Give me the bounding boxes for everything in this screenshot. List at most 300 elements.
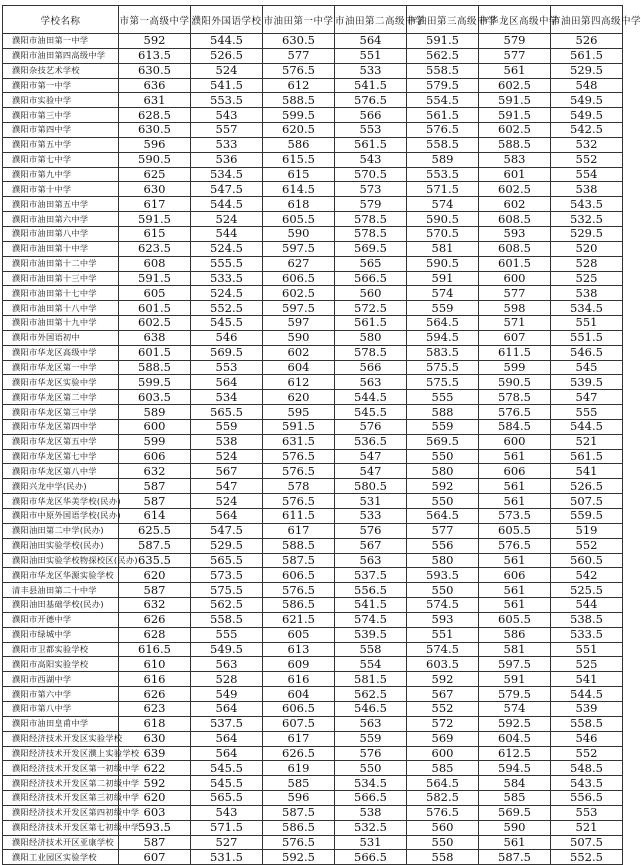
table-row (3, 761, 623, 776)
table-row (3, 212, 623, 227)
score-cell: 583.5 (407, 345, 479, 360)
score-cell: 576.5 (407, 805, 479, 820)
score-cell: 590.5 (479, 375, 551, 390)
score-cell: 574 (407, 197, 479, 212)
score-cell: 532.5 (335, 820, 407, 835)
score-cell: 591 (407, 271, 479, 286)
score-cell: 572 (407, 716, 479, 731)
score-cell: 545.5 (191, 776, 263, 791)
score-cell: 561.5 (551, 48, 623, 63)
score-cell: 565.5 (191, 405, 263, 420)
score-cell: 558 (407, 850, 479, 865)
score-cell: 591.5 (407, 34, 479, 49)
school-name-cell: 濮阳市油田第一中学 (3, 34, 119, 49)
school-name-cell: 濮阳市油田第六中学 (3, 212, 119, 227)
score-cell: 564.5 (407, 776, 479, 791)
column-header: 市华龙区高级中学 (479, 6, 551, 34)
score-cell: 560 (335, 286, 407, 301)
score-cell: 564 (191, 731, 263, 746)
score-cell: 580 (335, 330, 407, 345)
score-cell: 567 (191, 464, 263, 479)
score-cell: 630.5 (119, 63, 191, 78)
score-cell: 560.5 (551, 553, 623, 568)
score-cell: 550 (407, 494, 479, 509)
score-cell: 571 (479, 316, 551, 331)
score-cell: 538 (191, 434, 263, 449)
score-cell: 526.5 (191, 48, 263, 63)
score-cell: 590.5 (407, 256, 479, 271)
table-row (3, 672, 623, 687)
score-cell: 593 (407, 612, 479, 627)
score-cell: 585 (263, 776, 335, 791)
score-cell: 599.5 (119, 375, 191, 390)
school-name-cell: 濮阳油田实验学校物探校区(民办) (3, 553, 119, 568)
table-row (3, 345, 623, 360)
score-cell: 636 (119, 78, 191, 93)
score-cell: 589 (407, 152, 479, 167)
score-cell: 632 (119, 598, 191, 613)
score-cell: 618 (119, 716, 191, 731)
table-row (3, 419, 623, 434)
score-cell: 590 (479, 820, 551, 835)
score-cell: 520 (551, 241, 623, 256)
table-row (3, 63, 623, 78)
score-cell: 599.5 (263, 108, 335, 123)
score-cell: 547.5 (191, 523, 263, 538)
score-cell: 580 (407, 553, 479, 568)
table-body (3, 34, 623, 865)
score-cell: 599 (119, 434, 191, 449)
score-cell: 551.5 (551, 330, 623, 345)
score-cell: 543.5 (551, 776, 623, 791)
score-cell: 591.5 (479, 108, 551, 123)
score-cell: 591.5 (479, 93, 551, 108)
score-cell: 593 (479, 226, 551, 241)
score-cell: 616 (119, 672, 191, 687)
score-cell: 588 (407, 405, 479, 420)
score-cell: 544 (191, 226, 263, 241)
table-row (3, 835, 623, 850)
school-name-cell: 濮阳杂技艺术学校 (3, 63, 119, 78)
score-cell: 603 (119, 805, 191, 820)
score-cell: 564 (335, 34, 407, 49)
school-name-cell: 濮阳油田实验学校(民办) (3, 538, 119, 553)
school-name-cell: 濮阳市实验中学 (3, 93, 119, 108)
school-name-cell: 濮阳市西湖中学 (3, 672, 119, 687)
school-name-cell: 濮阳市华龙区华美学校(民办) (3, 494, 119, 509)
table-row (3, 360, 623, 375)
score-cell: 596 (119, 137, 191, 152)
score-cell: 608.5 (479, 241, 551, 256)
score-cell: 561.5 (551, 449, 623, 464)
score-cell: 628.5 (119, 108, 191, 123)
score-cell: 602.5 (479, 182, 551, 197)
score-cell: 561.5 (335, 137, 407, 152)
score-cell: 562.5 (407, 48, 479, 63)
score-cell: 561 (479, 835, 551, 850)
school-name-cell: 濮阳市第五中学 (3, 137, 119, 152)
score-cell: 554 (551, 167, 623, 182)
score-cell: 558.5 (407, 63, 479, 78)
table-row (3, 330, 623, 345)
score-cell: 600 (479, 271, 551, 286)
score-cell: 578.5 (335, 212, 407, 227)
score-cell: 590 (263, 226, 335, 241)
score-cell: 528 (551, 256, 623, 271)
score-cell: 553 (335, 123, 407, 138)
table-row (3, 434, 623, 449)
score-cell: 564 (191, 746, 263, 761)
score-cell: 533 (191, 137, 263, 152)
table-row (3, 820, 623, 835)
score-cell: 588.5 (263, 538, 335, 553)
score-cell: 539.5 (335, 627, 407, 642)
score-cell: 581 (479, 642, 551, 657)
header-row (3, 6, 623, 34)
score-cell: 525.5 (551, 583, 623, 598)
score-cell: 576 (335, 523, 407, 538)
score-cell: 606 (479, 464, 551, 479)
school-name-cell: 濮阳市油田第五中学 (3, 197, 119, 212)
table-row (3, 850, 623, 865)
score-cell: 526 (551, 34, 623, 49)
score-cell: 559 (191, 419, 263, 434)
score-cell: 588.5 (479, 137, 551, 152)
score-cell: 615 (263, 167, 335, 182)
score-cell: 573 (335, 182, 407, 197)
school-name-cell: 濮阳市中原外国语学校(民办) (3, 509, 119, 524)
score-cell: 583 (479, 152, 551, 167)
school-name-cell: 濮阳市油田第十二中学 (3, 256, 119, 271)
score-cell: 579.5 (479, 687, 551, 702)
score-cell: 524 (191, 494, 263, 509)
table-row (3, 256, 623, 271)
score-cell: 567 (335, 538, 407, 553)
score-cell: 569.5 (335, 241, 407, 256)
school-name-cell: 濮阳市第一中学 (3, 78, 119, 93)
table-row (3, 375, 623, 390)
score-cell: 614 (119, 509, 191, 524)
score-cell: 558.5 (551, 716, 623, 731)
score-cell: 588.5 (263, 93, 335, 108)
score-cell: 561 (479, 449, 551, 464)
score-cell: 602.5 (479, 123, 551, 138)
score-cell: 586 (263, 137, 335, 152)
score-cell: 602.5 (479, 78, 551, 93)
score-cell: 594.5 (479, 761, 551, 776)
score-cell: 622 (119, 761, 191, 776)
score-cell: 534.5 (551, 301, 623, 316)
score-cell: 507.5 (551, 835, 623, 850)
score-cell: 587.5 (479, 850, 551, 865)
score-cell: 573.5 (191, 568, 263, 583)
score-cell: 565.5 (191, 791, 263, 806)
score-cell: 628 (119, 627, 191, 642)
table-row (3, 479, 623, 494)
score-cell: 609 (263, 657, 335, 672)
score-cell: 576.5 (335, 93, 407, 108)
score-cell: 552 (551, 746, 623, 761)
score-cell: 565.5 (191, 553, 263, 568)
score-cell: 543 (191, 805, 263, 820)
score-cell: 602.5 (263, 286, 335, 301)
score-cell: 596 (263, 791, 335, 806)
table-row (3, 791, 623, 806)
score-cell: 621.5 (263, 612, 335, 627)
score-cell: 577 (479, 286, 551, 301)
score-cell: 569.5 (479, 805, 551, 820)
score-cell: 591.5 (119, 271, 191, 286)
score-cell: 569.5 (191, 345, 263, 360)
score-cell: 536 (191, 152, 263, 167)
score-cell: 630.5 (119, 123, 191, 138)
score-cell: 620 (263, 390, 335, 405)
score-cell: 580.5 (335, 479, 407, 494)
score-cell: 544.5 (551, 419, 623, 434)
school-name-cell: 濮阳市油田第十三中学 (3, 271, 119, 286)
score-cell: 524 (191, 212, 263, 227)
score-cell: 602 (263, 345, 335, 360)
score-cell: 605 (119, 286, 191, 301)
table-row (3, 494, 623, 509)
score-cell: 606 (119, 449, 191, 464)
score-cell: 586.5 (263, 598, 335, 613)
score-cell: 548 (551, 78, 623, 93)
score-cell: 599 (479, 360, 551, 375)
score-cell: 549.5 (191, 642, 263, 657)
score-cell: 541.5 (191, 78, 263, 93)
score-cell: 533.5 (551, 627, 623, 642)
score-cell: 575.5 (407, 360, 479, 375)
score-cell: 550 (407, 835, 479, 850)
score-cell: 616.5 (119, 642, 191, 657)
score-cell: 553.5 (191, 93, 263, 108)
score-cell: 562.5 (335, 687, 407, 702)
score-cell: 527 (191, 835, 263, 850)
score-cell: 538 (551, 182, 623, 197)
school-name-cell: 濮阳经济技术开区亚康学校 (3, 835, 119, 850)
score-cell: 561 (479, 583, 551, 598)
score-cell: 554.5 (407, 93, 479, 108)
score-cell: 552.5 (191, 301, 263, 316)
score-cell: 586 (479, 627, 551, 642)
score-cell: 567 (407, 687, 479, 702)
score-cell: 626 (119, 612, 191, 627)
score-cell: 524.5 (191, 241, 263, 256)
score-cell: 587 (119, 835, 191, 850)
school-name-cell: 濮阳经济技术开发区第四初级中学 (3, 805, 119, 820)
table-row (3, 152, 623, 167)
score-cell: 570.5 (407, 226, 479, 241)
score-cell: 587.5 (263, 805, 335, 820)
score-cell: 632 (119, 464, 191, 479)
score-cell: 569.5 (407, 434, 479, 449)
table-row (3, 509, 623, 524)
score-cell: 524 (191, 63, 263, 78)
score-cell: 574 (407, 286, 479, 301)
school-name-cell: 濮阳市华龙区第八中学 (3, 464, 119, 479)
score-cell: 597.5 (263, 301, 335, 316)
column-header: 濮阳外国语学校 (191, 6, 263, 34)
score-cell: 524.5 (191, 286, 263, 301)
school-name-cell: 濮阳经济技术开发区第二初级中学 (3, 776, 119, 791)
score-cell: 611.5 (263, 509, 335, 524)
table-row (3, 390, 623, 405)
score-cell: 551 (551, 316, 623, 331)
score-cell: 601.5 (479, 256, 551, 271)
score-cell: 578 (263, 479, 335, 494)
score-cell: 607 (119, 850, 191, 865)
score-cell: 584 (479, 776, 551, 791)
table-row (3, 78, 623, 93)
score-cell: 547 (335, 449, 407, 464)
table-row (3, 776, 623, 791)
school-name-cell: 濮阳油田基础学校(民办) (3, 598, 119, 613)
score-cell: 555 (407, 390, 479, 405)
score-cell: 575.5 (191, 583, 263, 598)
score-cell: 552 (551, 152, 623, 167)
score-cell: 564 (191, 701, 263, 716)
score-cell: 574 (479, 701, 551, 716)
school-name-cell: 濮阳经济技术开发区第三初级中学 (3, 791, 119, 806)
table-row (3, 271, 623, 286)
score-cell: 552 (551, 538, 623, 553)
score-cell: 534.5 (191, 167, 263, 182)
school-name-cell: 濮阳市第六中学 (3, 687, 119, 702)
score-cell: 617 (263, 731, 335, 746)
score-cell: 630 (119, 182, 191, 197)
score-cell: 549 (191, 687, 263, 702)
score-cell: 546 (551, 731, 623, 746)
score-cell: 524 (191, 449, 263, 464)
score-cell: 533 (335, 63, 407, 78)
score-cell: 541 (551, 464, 623, 479)
score-cell: 533 (335, 509, 407, 524)
score-cell: 547 (551, 390, 623, 405)
score-cell: 620 (119, 568, 191, 583)
score-cell: 627 (263, 256, 335, 271)
score-cell: 611.5 (479, 345, 551, 360)
score-cell: 591 (479, 672, 551, 687)
score-cell: 538 (551, 286, 623, 301)
table-row (3, 805, 623, 820)
score-cell: 584.5 (479, 419, 551, 434)
score-cell: 519 (551, 523, 623, 538)
score-cell: 561 (479, 479, 551, 494)
score-cell: 553 (551, 805, 623, 820)
score-cell: 551 (551, 642, 623, 657)
score-cell: 603.5 (407, 657, 479, 672)
score-cell: 630 (119, 731, 191, 746)
score-cell: 592 (119, 34, 191, 49)
score-cell: 594.5 (407, 330, 479, 345)
score-cell: 619 (263, 761, 335, 776)
table-row (3, 286, 623, 301)
school-name-cell: 濮阳市外国语初中 (3, 330, 119, 345)
score-cell: 546.5 (551, 345, 623, 360)
column-header-school-name: 学校名称 (3, 6, 119, 34)
score-cell: 605 (263, 627, 335, 642)
score-cell: 593.5 (407, 568, 479, 583)
score-cell: 615 (119, 226, 191, 241)
score-cell: 623.5 (119, 241, 191, 256)
school-name-cell: 濮阳市油田皇甫中学 (3, 716, 119, 731)
score-cell: 612.5 (479, 746, 551, 761)
score-cell: 558.5 (407, 137, 479, 152)
score-cell: 579 (479, 34, 551, 49)
score-cell: 613 (263, 642, 335, 657)
score-cell: 592 (407, 672, 479, 687)
score-cell: 604.5 (479, 731, 551, 746)
school-name-cell: 濮阳市绿城中学 (3, 627, 119, 642)
score-cell: 572.5 (335, 301, 407, 316)
score-cell: 600 (479, 434, 551, 449)
score-cell: 607 (479, 330, 551, 345)
score-cell: 559 (407, 301, 479, 316)
score-cell: 597.5 (263, 241, 335, 256)
score-cell: 625.5 (119, 523, 191, 538)
score-cell: 626.5 (263, 746, 335, 761)
score-cell: 597.5 (479, 657, 551, 672)
score-cell: 571.5 (191, 820, 263, 835)
score-cell: 582.5 (407, 791, 479, 806)
school-name-cell: 清丰县油田第二十中学 (3, 583, 119, 598)
school-name-cell: 濮阳市第四中学 (3, 123, 119, 138)
school-name-cell: 濮阳市华龙区第二中学 (3, 390, 119, 405)
table-row (3, 123, 623, 138)
score-cell: 561 (479, 598, 551, 613)
score-cell: 616 (263, 672, 335, 687)
score-cell: 539 (551, 701, 623, 716)
score-cell: 613.5 (119, 48, 191, 63)
score-cell: 605.5 (479, 523, 551, 538)
score-cell: 545.5 (335, 405, 407, 420)
score-cell: 554 (335, 657, 407, 672)
school-name-cell: 濮阳经济技术开发区实验学校 (3, 731, 119, 746)
column-header: 市油田第四高级中学 (551, 6, 623, 34)
table-row (3, 316, 623, 331)
score-cell: 601.5 (119, 345, 191, 360)
score-cell: 581.5 (335, 672, 407, 687)
score-cell: 556.5 (551, 791, 623, 806)
score-cell: 587.5 (119, 538, 191, 553)
table-row (3, 568, 623, 583)
table-row (3, 553, 623, 568)
score-cell: 543 (191, 108, 263, 123)
score-cell: 521 (551, 434, 623, 449)
score-cell: 607.5 (263, 716, 335, 731)
score-cell: 564 (191, 509, 263, 524)
column-header: 市油田第一中学 (263, 6, 335, 34)
table-row (3, 701, 623, 716)
score-cell: 551 (407, 627, 479, 642)
score-cell: 529.5 (551, 63, 623, 78)
score-cell: 561.5 (335, 316, 407, 331)
score-cell: 556.5 (335, 583, 407, 598)
school-name-cell: 濮阳市第七中学 (3, 152, 119, 167)
school-name-cell: 濮阳市卫都实验学校 (3, 642, 119, 657)
score-cell: 550 (407, 583, 479, 598)
score-cell: 576.5 (263, 464, 335, 479)
score-cell: 574.5 (335, 612, 407, 627)
score-cell: 576.5 (263, 63, 335, 78)
score-cell: 604 (263, 360, 335, 375)
score-cell: 590.5 (407, 212, 479, 227)
score-cell: 576.5 (263, 494, 335, 509)
school-name-cell: 濮阳经济技术开发区濮上实验学校 (3, 746, 119, 761)
score-cell: 521 (551, 820, 623, 835)
score-cell: 577 (407, 523, 479, 538)
